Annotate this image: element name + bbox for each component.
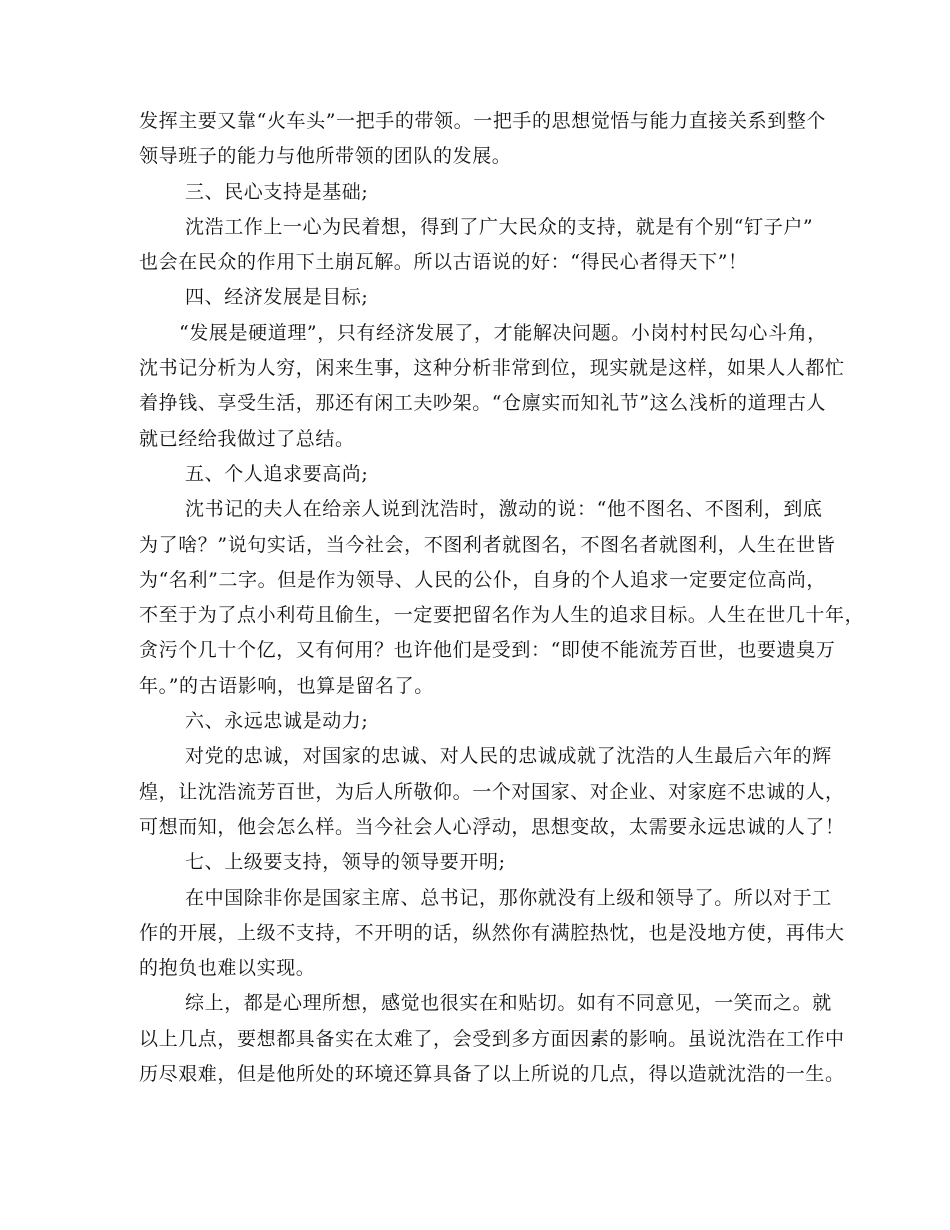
paragraph-line: 作的开展，上级不支持，不开明的话，纵然你有满腔热忱，也是没地方使，再伟大 — [139, 921, 845, 944]
section-heading: 三、民心支持是基础; — [185, 180, 369, 203]
paragraph-line: 就已经给我做过了总结。 — [139, 427, 355, 450]
paragraph-line: “发展是硬道理”，只有经济发展了，才能解决问题。小岗村村民勾心斗角， — [179, 321, 827, 344]
paragraph-line: 贪污个几十个亿，又有何用？也许他们是受到：“即使不能流芳百世，也要遗臭万 — [139, 639, 836, 662]
document-body — [139, 104, 865, 1092]
paragraph-line: 沈浩工作上一心为民着想，得到了广大民众的支持，就是有个别“钉子户” — [185, 215, 814, 238]
paragraph-line: 不至于为了点小利苟且偷生，一定要把留名作为人生的追求目标。人生在世几十年， — [139, 604, 865, 627]
paragraph-line: 领导班子的能力与他所带领的团队的发展。 — [139, 145, 512, 168]
paragraph-line: 以上几点，要想都具备实在太难了，会受到多方面因素的影响。虽说沈浩在工作中 — [139, 1027, 845, 1050]
section-heading: 六、永远忠诚是动力; — [185, 710, 369, 733]
paragraph-line: 也会在民众的作用下土崩瓦解。所以古语说的好：“得民心者得天下”！ — [139, 251, 748, 274]
section-heading: 七、上级要支持，领导的领导要开明; — [185, 851, 506, 874]
paragraph-line: 沈书记分析为人穷，闲来生事，这种分析非常到位，现实就是这样，如果人人都忙 — [139, 357, 845, 380]
section-heading: 五、个人追求要高尚; — [185, 462, 369, 485]
paragraph-line: 沈书记的夫人在给亲人说到沈浩时，激动的说：“他不图名、不图利，到底 — [185, 498, 823, 521]
paragraph-line: 可想而知，他会怎么样。当今社会人心浮动，思想变故，太需要永远忠诚的人了！ — [139, 815, 845, 838]
section-heading: 四、经济发展是目标; — [185, 286, 369, 309]
paragraph-line: 的抱负也难以实现。 — [139, 957, 316, 980]
paragraph-line: 为了啥？”说句实话，当今社会，不图利者就图名，不图名者就图利，人生在世皆 — [139, 533, 836, 556]
paragraph-line: 煌，让沈浩流芳百世，为后人所敬仰。一个对国家、对企业、对家庭不忠诚的人， — [139, 780, 845, 803]
paragraph-line: 在中国除非你是国家主席、总书记，那你就没有上级和领导了。所以对于工 — [185, 886, 832, 909]
paragraph-line: 为“名利”二字。但是作为领导、人民的公仆，自身的个人追求一定要定位高尚， — [139, 568, 827, 591]
paragraph-line: 综上，都是心理所想，感觉也很实在和贴切。如有不同意见，一笑而之。就 — [185, 992, 832, 1015]
paragraph-line: 历尽艰难，但是他所处的环境还算具备了以上所说的几点，得以造就沈浩的一生。 — [139, 1063, 845, 1086]
paragraph-line: 年。”的古语影响，也算是留名了。 — [139, 674, 434, 697]
paragraph-line: 发挥主要又靠“火车头”一把手的带领。一把手的思想觉悟与能力直接关系到整个 — [139, 110, 827, 132]
paragraph-line: 对党的忠诚，对国家的忠诚、对人民的忠诚成就了沈浩的人生最后六年的辉 — [185, 745, 832, 768]
paragraph-line: 着挣钱、享受生活，那还有闲工夫吵架。“仓廪实而知礼节”这么浅析的道理古人 — [139, 392, 827, 415]
